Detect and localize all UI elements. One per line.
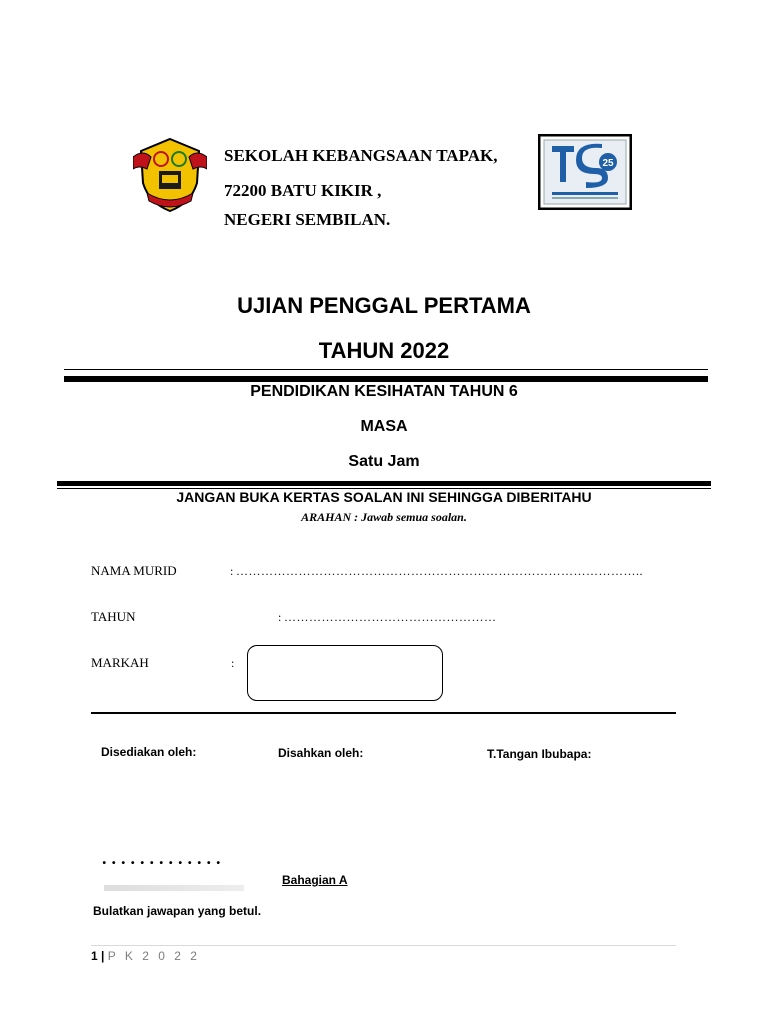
- marks-box[interactable]: [247, 645, 443, 701]
- marks-label: MARKAH: [91, 655, 149, 670]
- student-name-colon: :: [230, 564, 234, 578]
- top-divider-thin: [64, 369, 708, 370]
- faint-scribble: [104, 885, 244, 891]
- mid-divider-thick: [57, 481, 711, 486]
- svg-text:25: 25: [602, 158, 614, 169]
- section-title: Bahagian A: [282, 873, 348, 887]
- parent-signature-label: T.Tangan Ibubapa:: [487, 747, 592, 761]
- prepared-by-label: Disediakan oleh:: [101, 745, 197, 759]
- school-address-line2: 72200 BATU KIKIR ,: [224, 181, 382, 200]
- marks-colon: :: [231, 656, 235, 670]
- time-duration: Satu Jam: [348, 453, 420, 470]
- do-not-open-warning: JANGAN BUKA KERTAS SOALAN INI SEHINGGA DIBERITAHU: [176, 489, 592, 505]
- approved-by-label: Disahkan oleh:: [278, 746, 364, 760]
- footer-divider: [91, 945, 676, 946]
- exam-title: UJIAN PENGGAL PERTAMA: [237, 293, 531, 318]
- page-number: 1: [91, 949, 98, 963]
- time-label: MASA: [360, 418, 408, 435]
- page-footer: [91, 949, 200, 963]
- student-name-label: NAMA MURID: [91, 563, 177, 578]
- year-label: TAHUN: [91, 609, 136, 624]
- ts25-badge-icon: [538, 134, 632, 210]
- subject-name: PENDIDIKAN KESIHATAN TAHUN 6: [250, 383, 518, 400]
- exam-year: TAHUN 2022: [318, 338, 450, 363]
- student-name-field[interactable]: ……………………………………………………………………………………..: [236, 564, 643, 578]
- top-divider-thick: [64, 376, 708, 382]
- year-field[interactable]: ……………………………………………: [284, 610, 497, 624]
- school-state-line3: NEGERI SEMBILAN.: [224, 210, 391, 229]
- signature-divider: [91, 712, 676, 714]
- signature-dots: .............: [102, 848, 226, 868]
- year-colon: :: [278, 610, 282, 624]
- section-instruction: Bulatkan jawapan yang betul.: [93, 904, 262, 918]
- school-name-line1: SEKOLAH KEBANGSAAN TAPAK,: [224, 146, 498, 165]
- footer-separator: |: [101, 949, 105, 963]
- answer-instruction: ARAHAN : Jawab semua soalan.: [301, 510, 467, 524]
- school-crest-icon: [133, 135, 207, 213]
- footer-code: P K 2 0 2 2: [107, 949, 200, 963]
